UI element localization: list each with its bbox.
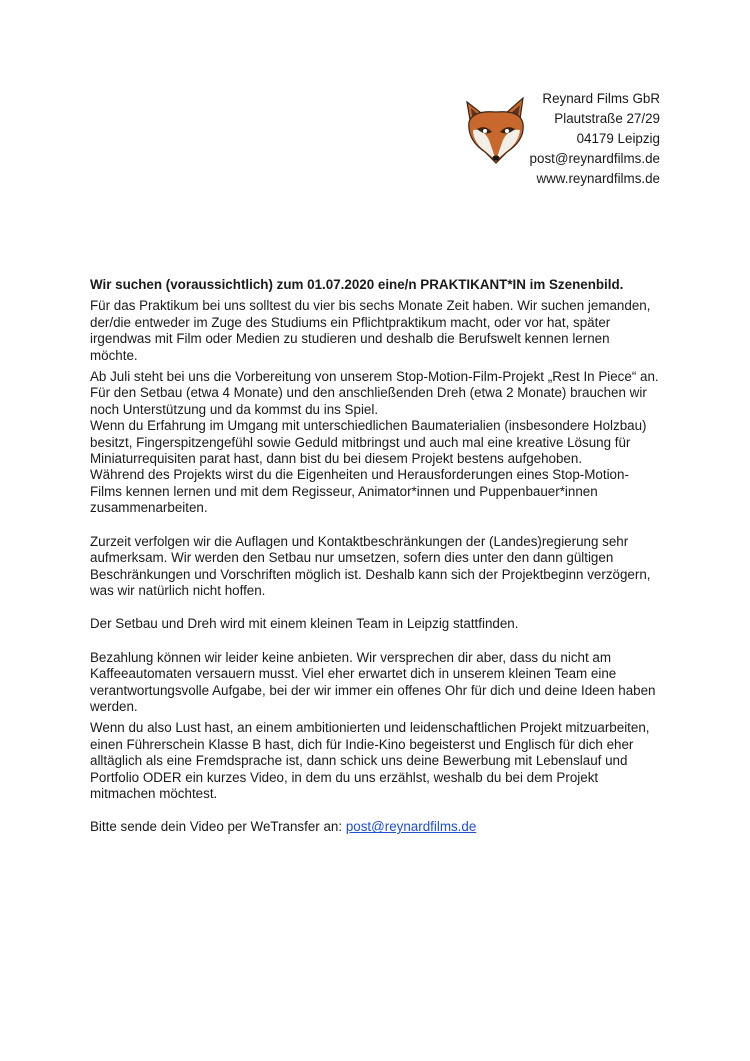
paragraph-duration: Für das Praktikum bei uns solltest du vier bis sechs Monate Zeit haben. Wir suchen jemanden, der/die entweder im Zuge des Studiums ein Pflichtpraktikum macht, oder vor hat, später irgendwas mit Film oder Medien zu studieren und deshalb die Berufswelt kennen lernen möchte. (90, 298, 651, 363)
fox-nose (493, 155, 500, 160)
closing-line (90, 819, 660, 835)
letter-body (90, 277, 660, 836)
website: www.reynardfilms.de (536, 171, 660, 186)
paragraph-project: Ab Juli steht bei uns die Vorbereitung von unserem Stop-Motion-Film-Projekt „Rest In Piece“ an. Für den Setbau (etwa 4 Monate) und den anschließenden Dreh (etwa 2 Monate) brauchen wir noch Unterstützung und da kommst du ins Spiel. (90, 369, 659, 417)
fox-logo-icon (463, 96, 529, 166)
paragraph-skills: Wenn du Erfahrung im Umgang mit unterschiedlichen Baumaterialien (insbesondere Holzbau) besitzt, Fingerspitzengefühl sowie Geduld mitbringst und auch mal eine kreative Lösung für Miniaturrequisiten parat hast, dann bist du bei diesem Projekt bestens aufgehoben. (90, 418, 647, 467)
company-name: Reynard Films GbR (542, 91, 660, 106)
job-headline: Wir suchen (voraussichtlich) zum 01.07.2020 eine/n PRAKTIKANT*IN im Szenenbild. (90, 277, 624, 292)
paragraph-learning: Während des Projekts wirst du die Eigenheiten und Herausforderungen eines Stop-Motion-Films kennen lernen und mit dem Regisseur, Animator*innen und Puppenbauer*innen zusammenarbeiten. (90, 467, 629, 516)
contact-email: post@reynardfilms.de (529, 151, 660, 166)
email-link[interactable]: post@reynardfilms.de (345, 819, 477, 835)
paragraph-application: Wenn du also Lust hast, an einem ambitionierten und leidenschaftlichen Projekt mitzuarbeiten, einen Führerschein Klasse B hast, dich für Indie-Kino begeisterst und Englisch für dich eher alltäglich als eine Fremdsprache ist, dann schick uns deine Bewerbung mit Lebenslauf und Portfolio ODER ein kurzes Video, in dem du uns erzählst, weshalb du bei dem Projekt mitmachen möchtest. (90, 720, 650, 801)
paragraph-payment: Bezahlung können wir leider keine anbieten. Wir versprechen dir aber, dass du nicht am Kaffeeautomaten versauern musst. Viel eher erwartet dich in unserem kleinen Team eine verantwortungsvolle Aufgabe, bei der wir immer ein offenes Ohr für dich und deine Ideen haben werden. (90, 649, 656, 714)
paragraph-team: Der Setbau und Dreh wird mit einem kleinen Team in Leipzig stattfinden. (90, 616, 519, 632)
closing-text: Bitte sende dein Video per WeTransfer an: (90, 819, 343, 835)
paragraph-restrictions: Zurzeit verfolgen wir die Auflagen und Kontaktbeschränkungen der (Landes)regierung sehr aufmerksam. Wir werden den Setbau nur umsetzen, sofern dies unter den dann gültigen Beschränkungen und Vorschriften möglich ist. Deshalb kann sich der Projektbeginn verzögern, was wir natürlich nicht hoffen. (90, 533, 651, 598)
street-address: Plautstraße 27/29 (554, 111, 660, 126)
letterhead-address (530, 89, 660, 189)
postal-city: 04179 Leipzig (576, 131, 660, 146)
